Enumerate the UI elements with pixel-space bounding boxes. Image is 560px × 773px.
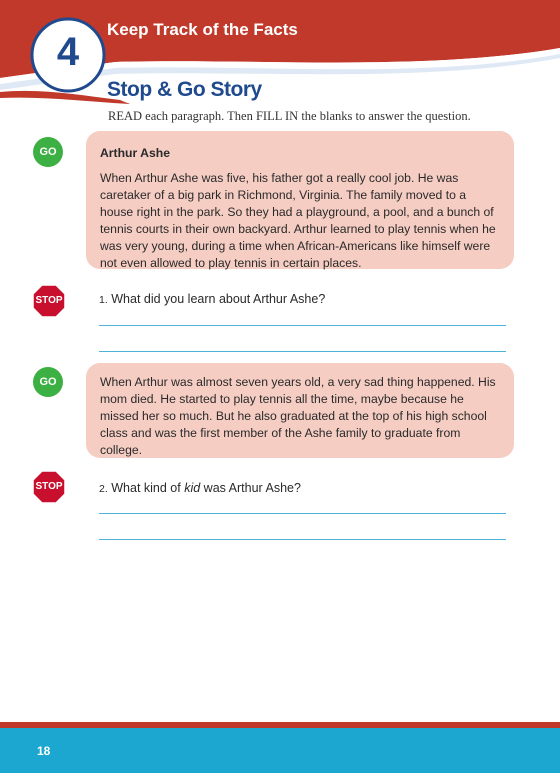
question-text-end: was Arthur Ashe? bbox=[200, 481, 301, 495]
paragraph-text: When Arthur was almost seven years old, a very sad thing happened. His mom died. He started to play tennis all the time, maybe because he missed her so much. But he also graduated at the top of his high school class and was the first member of the Ashe family to graduate from college. bbox=[100, 375, 496, 457]
paragraph-box bbox=[86, 131, 514, 269]
go-badge: GO bbox=[33, 367, 63, 397]
go-badge: GO bbox=[33, 137, 63, 167]
paragraph-box bbox=[86, 363, 514, 458]
stop-sign-icon bbox=[32, 470, 66, 504]
stop-sign-icon bbox=[32, 284, 66, 318]
instructions: READ each paragraph. Then FILL IN the blanks to answer the question. bbox=[108, 109, 471, 123]
question-text: What kind of bbox=[111, 481, 185, 495]
stop-label: STOP bbox=[35, 481, 63, 492]
paragraph-text: When Arthur Ashe was five, his father got a really cool job. He was caretaker of a big park in Richmond, Virginia. The family moved to a house right in the park. So they had a playground, a pool, and a bunch of tennis courts in their own backyard. Arthur learned to play tennis when he was very young, during a time when African-Americans like himself were not even allowed to play tennis in certain places. bbox=[100, 171, 496, 270]
question-number: 2. bbox=[99, 483, 108, 495]
answer-line[interactable] bbox=[99, 539, 506, 540]
footer-band bbox=[0, 728, 560, 773]
question-number: 1. bbox=[99, 294, 108, 306]
answer-line[interactable] bbox=[99, 513, 506, 514]
answer-line[interactable] bbox=[99, 325, 506, 326]
unit-number: 4 bbox=[56, 30, 80, 74]
answer-line[interactable] bbox=[99, 351, 506, 352]
page-number: 18 bbox=[37, 744, 51, 758]
story-title: Arthur Ashe bbox=[100, 146, 170, 160]
unit-title: Keep Track of the Facts bbox=[107, 20, 298, 39]
question-emphasis: kid bbox=[184, 481, 201, 495]
lesson-title: Stop & Go Story bbox=[107, 78, 262, 101]
question-text: What did you learn about Arthur Ashe? bbox=[111, 292, 326, 306]
question-2 bbox=[99, 481, 301, 495]
stop-label: STOP bbox=[35, 295, 63, 306]
question-1 bbox=[99, 292, 325, 306]
